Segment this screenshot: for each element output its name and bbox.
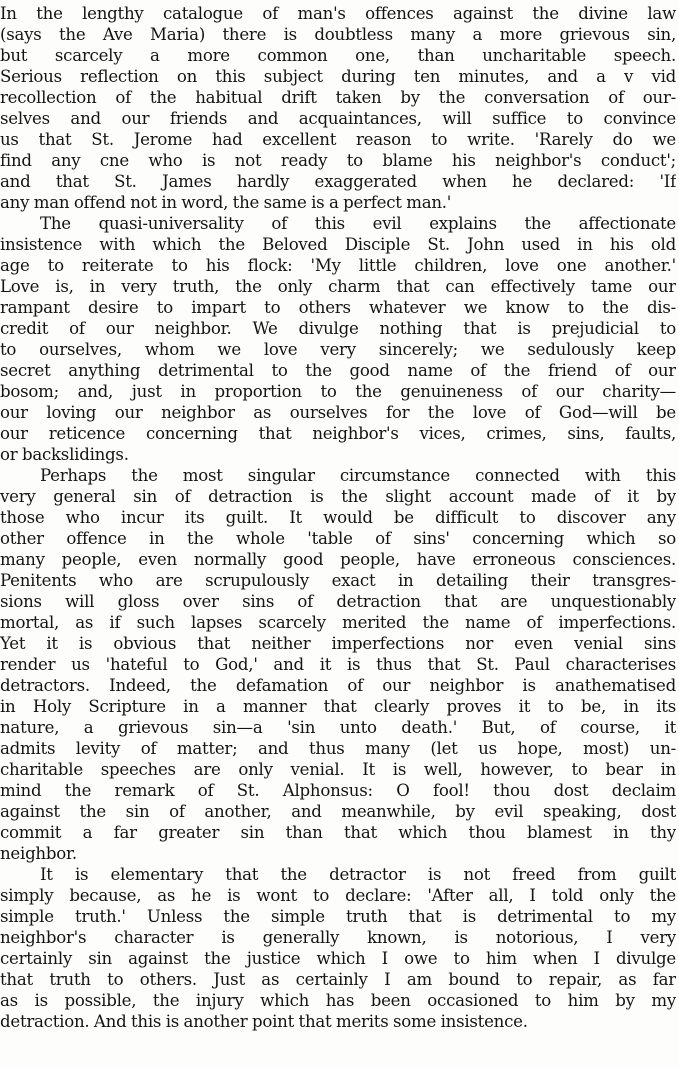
- paragraph-line: that truth to others. Just as certainly I am bound to repair, as far: [0, 970, 676, 989]
- paragraph-line: detractors. Indeed, the defamation of our neighbor is anathematised: [0, 676, 676, 695]
- paragraph-line: detraction. And this is another point that merits some insistence.: [0, 1012, 528, 1031]
- paragraph-line: recollection of the habitual drift taken by the conversation of our-: [0, 88, 676, 107]
- paragraph-line: neighbor's character is generally known, is notorious, I very: [0, 928, 676, 947]
- paragraph-line: insistence with which the Beloved Disciple St. John used in his old: [0, 235, 676, 254]
- paragraph-line: rampant desire to impart to others whatever we know to the dis-: [0, 298, 676, 317]
- paragraph-line: very general sin of detraction is the slight account made of it by: [0, 487, 676, 506]
- paragraph-first-line: The quasi-universality of this evil explains the affectionate: [40, 214, 676, 233]
- paragraph-first-line: It is elementary that the detractor is not freed from guilt: [40, 865, 676, 884]
- paragraph-line: certainly sin against the justice which I owe to him when I divulge: [0, 949, 676, 968]
- paragraph-line: other offence in the whole 'table of sins' concerning which so: [0, 529, 676, 548]
- paragraph-line: us that St. Jerome had excellent reason to write. 'Rarely do we: [0, 130, 676, 149]
- paragraph-line: selves and our friends and acquaintances, will suffice to convince: [0, 109, 676, 128]
- paragraph-line: commit a far greater sin than that which thou blamest in thy: [0, 823, 676, 842]
- paragraph-line: those who incur its guilt. It would be difficult to discover any: [0, 508, 676, 527]
- paragraph-line: in Holy Scripture in a manner that clearly proves it to be, in its: [0, 697, 676, 716]
- paragraph-line: bosom; and, just in proportion to the genuineness of our charity—: [0, 382, 676, 401]
- paragraph-line: Yet it is obvious that neither imperfections nor even venial sins: [0, 634, 676, 653]
- paragraph-first-line: Perhaps the most singular circumstance connected with this: [40, 466, 676, 485]
- paragraph-line: neighbor.: [0, 844, 77, 863]
- paragraph-line: nature, a grievous sin—a 'sin unto death.' But, of course, it: [0, 718, 676, 737]
- paragraph-line: as is possible, the injury which has been occasioned to him by my: [0, 991, 676, 1010]
- paragraph-first-line: In the lengthy catalogue of man's offences against the divine law: [0, 4, 676, 23]
- paragraph-line: find any cne who is not ready to blame his neighbor's conduct';: [0, 151, 676, 170]
- paragraph-line: Serious reflection on this subject during ten minutes, and a v vid: [0, 67, 676, 86]
- paragraph-line: simply because, as he is wont to declare: 'After all, I told only the: [0, 886, 676, 905]
- paragraph-line: and that St. James hardly exaggerated when he declared: 'If: [0, 172, 676, 191]
- paragraph-line: mind the remark of St. Alphonsus: O fool! thou dost declaim: [0, 781, 676, 800]
- paragraph-line: credit of our neighbor. We divulge nothing that is prejudicial to: [0, 319, 676, 338]
- paragraph-line: Love is, in very truth, the only charm that can effectively tame our: [0, 277, 676, 296]
- paragraph-line: against the sin of another, and meanwhile, by evil speaking, dost: [0, 802, 676, 821]
- paragraph-line: to ourselves, whom we love very sincerely; we sedulously keep: [0, 340, 676, 359]
- paragraph-line: charitable speeches are only venial. It is well, however, to bear in: [0, 760, 676, 779]
- paragraph-line: Penitents who are scrupulously exact in detailing their transgres-: [0, 571, 676, 590]
- paragraph-line: secret anything detrimental to the good name of the friend of our: [0, 361, 676, 380]
- paragraph-line: age to reiterate to his flock: 'My little children, love one another.': [0, 256, 676, 275]
- paragraph-line: or backslidings.: [0, 445, 129, 464]
- paragraph-line: (says the Ave Maria) there is doubtless many a more grievous sin,: [0, 25, 676, 44]
- paragraph-line: admits levity of matter; and thus many (let us hope, most) un-: [0, 739, 676, 758]
- paragraph-line: many people, even normally good people, have erroneous consciences.: [0, 550, 676, 569]
- paragraph-line: our loving our neighbor as ourselves for the love of God—will be: [0, 403, 676, 422]
- paragraph-line: our reticence concerning that neighbor's vices, crimes, sins, faults,: [0, 424, 676, 443]
- paragraph-line: simple truth.' Unless the simple truth that is detrimental to my: [0, 907, 676, 926]
- paragraph-line: mortal, as if such lapses scarcely merited the name of imperfections.: [0, 613, 676, 632]
- paragraph-line: but scarcely a more common one, than uncharitable speech.: [0, 46, 676, 65]
- paragraph-line: sions will gloss over sins of detraction that are unquestionably: [0, 592, 676, 611]
- paragraph-line: any man offend not in word, the same is a perfect man.': [0, 193, 452, 212]
- paragraph-line: render us 'hateful to God,' and it is thus that St. Paul characterises: [0, 655, 676, 674]
